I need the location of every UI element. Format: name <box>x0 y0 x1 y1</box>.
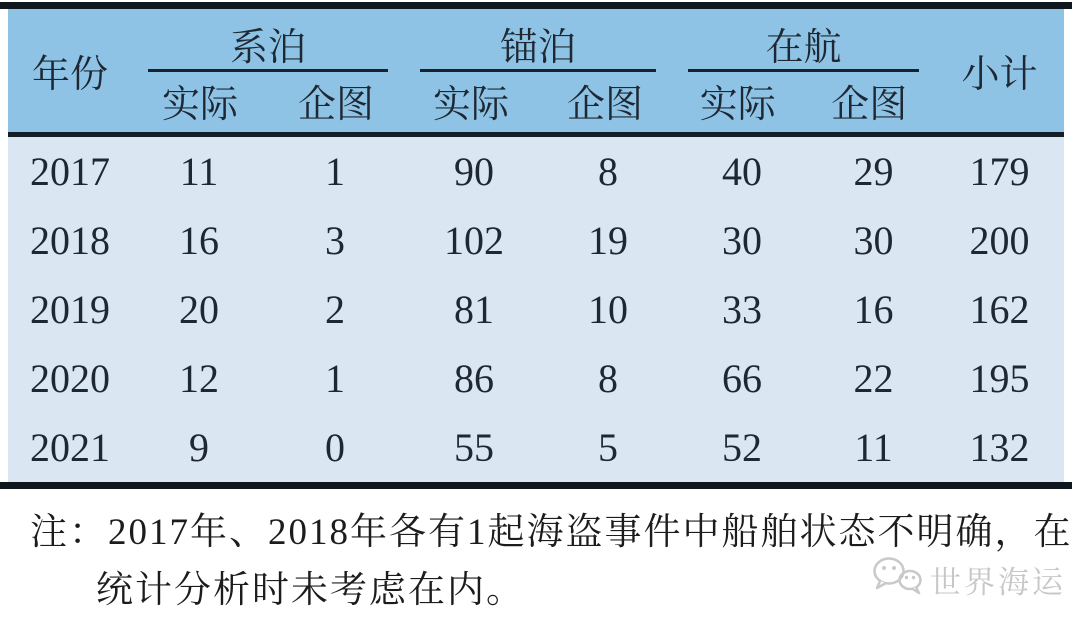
header-group-moored <box>132 9 404 132</box>
value-cell: 10 <box>588 287 628 332</box>
piracy-status-table <box>0 2 1072 489</box>
wechat-icon <box>870 554 924 604</box>
subtotal-cell: 179 <box>969 149 1030 194</box>
subtotal-cell: 195 <box>969 356 1030 401</box>
subheader-actual: 实际 <box>161 83 238 126</box>
subheader-row <box>404 72 672 132</box>
value-cell: 20 <box>179 287 219 332</box>
year-cell: 2021 <box>30 425 110 470</box>
subtotal-cell: 162 <box>969 287 1030 332</box>
value-cell: 1 <box>325 356 345 401</box>
table-row <box>8 137 1064 206</box>
group-label-moored: 系泊 <box>229 26 306 69</box>
year-cell: 2017 <box>30 149 110 194</box>
value-cell: 22 <box>853 356 894 401</box>
value-cell: 86 <box>454 356 494 401</box>
table-header <box>8 9 1064 137</box>
value-cell: 8 <box>598 356 618 401</box>
group-label-underway: 在航 <box>765 26 842 69</box>
header-subtotal: 小计 <box>961 54 1038 96</box>
value-cell: 66 <box>722 356 762 401</box>
value-cell: 19 <box>588 218 628 263</box>
value-cell: 9 <box>189 425 209 470</box>
value-cell: 30 <box>722 218 762 263</box>
table-body <box>8 137 1064 482</box>
subheader-row <box>672 72 935 132</box>
year-cell: 2019 <box>30 287 110 332</box>
subheader-row <box>132 72 404 132</box>
value-cell: 40 <box>722 149 762 194</box>
value-cell: 90 <box>454 149 494 194</box>
subtotal-cell: 132 <box>969 425 1030 470</box>
header-year: 年份 <box>31 54 108 96</box>
year-cell: 2018 <box>30 218 110 263</box>
value-cell: 2 <box>325 287 345 332</box>
value-cell: 33 <box>722 287 762 332</box>
value-cell: 16 <box>179 218 219 263</box>
value-cell: 0 <box>325 425 345 470</box>
value-cell: 29 <box>853 149 894 194</box>
watermark <box>870 554 1066 604</box>
value-cell: 52 <box>722 425 762 470</box>
footnote-line-2: 统计分析时未考虑在内。 <box>96 570 525 611</box>
subheader-attempted: 企图 <box>566 83 643 126</box>
subheader-attempted: 企图 <box>831 83 908 126</box>
value-cell: 55 <box>454 425 494 470</box>
table-row <box>8 413 1064 482</box>
value-cell: 5 <box>598 425 618 470</box>
subtotal-cell: 200 <box>969 218 1030 263</box>
value-cell: 1 <box>325 149 345 194</box>
value-cell: 102 <box>444 218 504 263</box>
header-group-anchored <box>404 9 672 132</box>
value-cell: 11 <box>854 425 893 470</box>
value-cell: 12 <box>179 356 219 401</box>
watermark-text: 世界海运 <box>930 564 1066 600</box>
value-cell: 30 <box>853 218 894 263</box>
value-cell: 81 <box>454 287 494 332</box>
year-cell: 2020 <box>30 356 110 401</box>
header-group-underway <box>672 9 935 132</box>
subheader-attempted: 企图 <box>297 83 374 126</box>
table-row <box>8 344 1064 413</box>
group-label-anchored: 锚泊 <box>499 26 576 69</box>
footnote-line-1: 注：2017年、2018年各有1起海盗事件中船舶状态不明确，在 <box>30 512 1073 553</box>
subheader-actual: 实际 <box>699 83 776 126</box>
table-row <box>8 206 1064 275</box>
value-cell: 16 <box>853 287 894 332</box>
value-cell: 11 <box>179 149 219 194</box>
subheader-actual: 实际 <box>432 83 509 126</box>
value-cell: 8 <box>598 149 618 194</box>
table-row <box>8 275 1064 344</box>
value-cell: 3 <box>325 218 345 263</box>
